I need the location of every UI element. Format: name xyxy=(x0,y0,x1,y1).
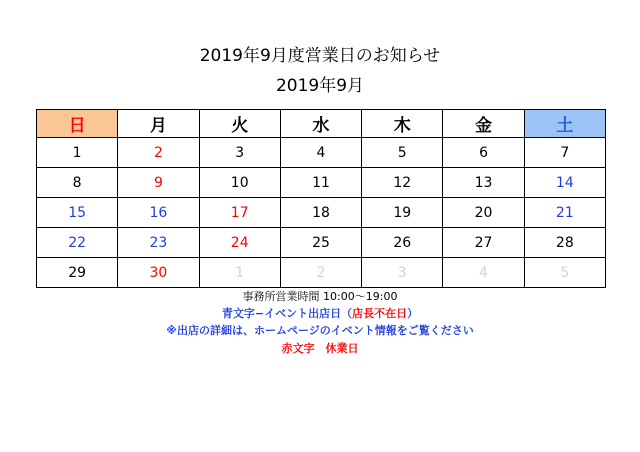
calendar-day-cell: 2 xyxy=(280,258,361,288)
calendar-day-cell: 6 xyxy=(443,138,524,168)
calendar-day-cell: 3 xyxy=(199,138,280,168)
calendar-table xyxy=(36,109,606,288)
calendar-day-cell: 19 xyxy=(362,198,443,228)
calendar-day-cell: 24 xyxy=(199,228,280,258)
calendar-day-cell: 11 xyxy=(280,168,361,198)
event-detail-note: ※出店の詳細は、ホームページのイベント情報をご覧ください xyxy=(166,324,474,337)
calendar-day-cell: 1 xyxy=(37,138,118,168)
calendar-day-cell: 21 xyxy=(524,198,605,228)
weekday-sunday: 日 xyxy=(37,110,118,138)
calendar-day-cell: 3 xyxy=(362,258,443,288)
calendar-day-cell: 12 xyxy=(362,168,443,198)
calendar-day-cell: 28 xyxy=(524,228,605,258)
calendar-day-cell: 27 xyxy=(443,228,524,258)
calendar-week-row xyxy=(37,168,606,198)
calendar-day-cell: 4 xyxy=(280,138,361,168)
calendar-day-cell: 5 xyxy=(362,138,443,168)
calendar-day-cell: 17 xyxy=(199,198,280,228)
calendar-day-cell: 22 xyxy=(37,228,118,258)
calendar-day-cell: 16 xyxy=(118,198,199,228)
weekday-friday: 金 xyxy=(443,110,524,138)
calendar-week-row xyxy=(37,198,606,228)
calendar-week-row xyxy=(37,138,606,168)
calendar-day-cell: 30 xyxy=(118,258,199,288)
calendar-day-cell: 18 xyxy=(280,198,361,228)
weekday-monday: 月 xyxy=(118,110,199,138)
office-hours-note: 事務所営業時間 10:00～19:00 xyxy=(242,290,398,303)
weekday-header-row xyxy=(37,110,606,138)
calendar-day-cell: 5 xyxy=(524,258,605,288)
calendar-day-cell: 23 xyxy=(118,228,199,258)
calendar-week-row xyxy=(37,228,606,258)
calendar-day-cell: 14 xyxy=(524,168,605,198)
calendar-day-cell: 29 xyxy=(37,258,118,288)
calendar-day-cell: 10 xyxy=(199,168,280,198)
month-title: 2019年9月 xyxy=(275,76,365,96)
manager-absent-label: 店長不在日 xyxy=(352,307,408,320)
red-text-legend: 赤文字 休業日 xyxy=(281,342,359,355)
calendar-day-cell: 9 xyxy=(118,168,199,198)
calendar-week-row xyxy=(37,258,606,288)
weekday-tuesday: 火 xyxy=(199,110,280,138)
calendar-day-cell: 8 xyxy=(37,168,118,198)
calendar-day-cell: 4 xyxy=(443,258,524,288)
calendar-day-cell: 26 xyxy=(362,228,443,258)
weekday-thursday: 木 xyxy=(362,110,443,138)
calendar-day-cell: 13 xyxy=(443,168,524,198)
weekday-wednesday: 水 xyxy=(280,110,361,138)
calendar-day-cell: 7 xyxy=(524,138,605,168)
blue-legend-suffix: ） xyxy=(407,307,419,320)
calendar-day-cell: 15 xyxy=(37,198,118,228)
calendar-day-cell: 1 xyxy=(199,258,280,288)
calendar-day-cell: 25 xyxy=(280,228,361,258)
weekday-saturday: 土 xyxy=(524,110,605,138)
blue-text-legend xyxy=(0,307,640,321)
blue-legend-prefix: 青文字−イベント出店日（ xyxy=(221,307,353,320)
calendar-day-cell: 2 xyxy=(118,138,199,168)
calendar-day-cell: 20 xyxy=(443,198,524,228)
page-title: 2019年9月度営業日のお知らせ xyxy=(199,46,441,66)
